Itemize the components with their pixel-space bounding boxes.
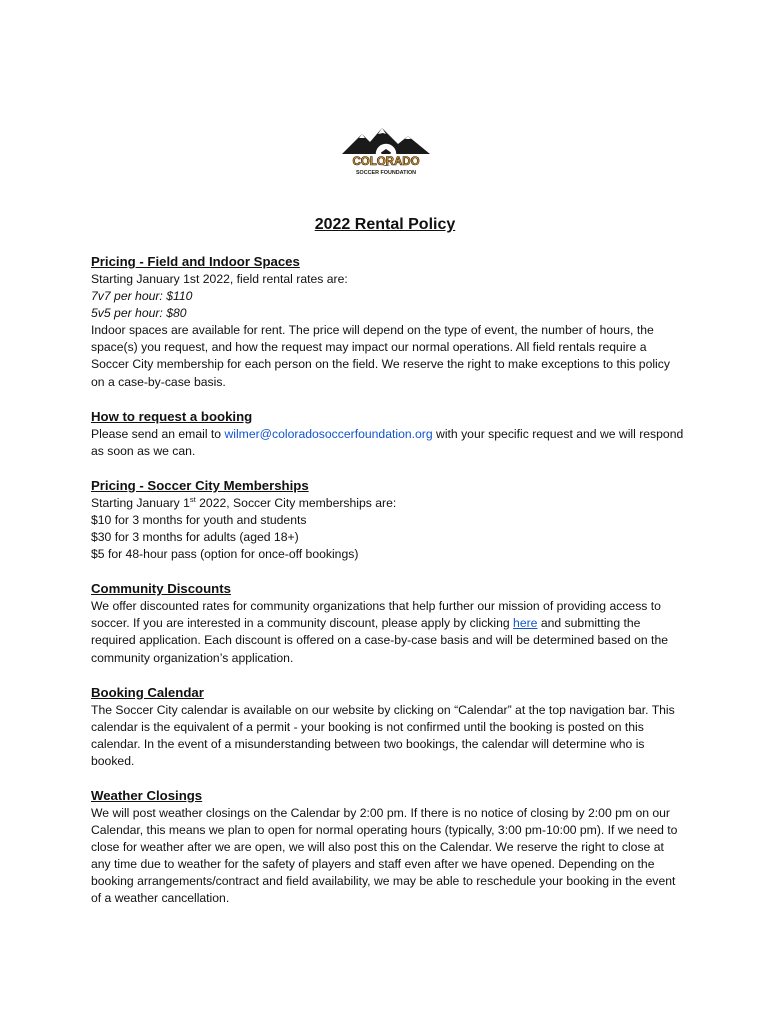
discounts-text xyxy=(91,598,686,666)
rate-5v5: 5v5 per hour: $80 xyxy=(91,306,187,321)
logo-title: COLORADO xyxy=(352,156,420,168)
section-booking-calendar xyxy=(91,684,686,770)
membership-item: $5 for 48-hour pass (option for once-off bookings) xyxy=(91,547,359,562)
section-heading: Booking Calendar xyxy=(91,684,204,700)
calendar-body: The Soccer City calendar is available on our website by clicking on “Calendar” at the top navigation bar. This calendar is the equivalent of a permit - your booking is not confirmed until the booking is posted on this calendar. In the event of a misunderstanding between two bookings, the calendar will determine who is booked. xyxy=(91,702,675,768)
membership-intro-suffix: 2022, Soccer City memberships are: xyxy=(195,495,397,510)
section-heading: Pricing - Field and Indoor Spaces xyxy=(91,254,300,269)
rate-7v7: 7v7 per hour: $110 xyxy=(91,289,193,304)
discounts-prefix: We offer discounted rates for community organizations that help further our mission of providing access to soccer. If you are interested in a community discount, please apply by clicking xyxy=(91,599,661,631)
section-booking-request xyxy=(91,408,686,460)
membership-item: $30 for 3 months for adults (aged 18+) xyxy=(91,530,299,545)
mountain-ball-logo-icon xyxy=(338,124,434,180)
application-link[interactable]: here xyxy=(513,616,538,631)
email-link[interactable]: wilmer@coloradosoccerfoundation.org xyxy=(224,426,433,441)
section-heading: Pricing - Soccer City Memberships xyxy=(91,477,309,493)
section-pricing-field xyxy=(91,253,686,391)
booking-suffix: with your specific request and we will respond as soon as we can. xyxy=(91,426,684,458)
pricing-intro: Starting January 1st 2022, field rental rates are: xyxy=(91,272,348,286)
colorado-soccer-foundation-logo xyxy=(338,124,434,180)
ordinal-suffix: st xyxy=(189,494,196,504)
page-title: 2022 Rental Policy xyxy=(314,216,456,233)
section-heading: How to request a booking xyxy=(91,408,253,424)
booking-prefix: Please send an email to xyxy=(91,426,225,441)
section-heading: Weather Closings xyxy=(91,787,203,803)
section-community-discounts xyxy=(91,580,686,666)
section-memberships xyxy=(91,477,686,563)
logo-subtitle: SOCCER FOUNDATION xyxy=(355,170,417,176)
membership-intro-prefix: Starting January 1 xyxy=(91,495,190,510)
booking-request-text xyxy=(91,426,686,460)
section-heading: Community Discounts xyxy=(91,581,231,597)
membership-intro xyxy=(91,495,686,512)
pricing-body: Indoor spaces are available for rent. The price will depend on the type of event, the number of hours, the space(s) you request, and how the request may impact our normal operations. All field rentals require a Soccer City membership for each person on the field. We reserve the right to make exceptions to this policy on a case-by-case basis. xyxy=(91,323,670,389)
discounts-suffix: and submitting the required application. Each discount is offered on a case-by-case basis and will be determined based on the community organization’s application. xyxy=(91,616,669,665)
policy-content xyxy=(91,253,686,925)
membership-item: $10 for 3 months for youth and students xyxy=(91,512,307,527)
section-weather-closings xyxy=(91,787,686,908)
weather-body: We will post weather closings on the Calendar by 2:00 pm. If there is no notice of closing by 2:00 pm on our Calendar, this means we plan to open for normal operating hours (typically, 3:00 pm-10:00 pm). If we need to close for weather after we are open, we will also post this on the Calendar. We reserve the right to close at any time due to weather for the safety of players and staff even after we have opened. Depending on the booking arrangements/contract and field availability, we may be able to reschedule your booking in the event of a weather cancellation. xyxy=(91,805,678,906)
